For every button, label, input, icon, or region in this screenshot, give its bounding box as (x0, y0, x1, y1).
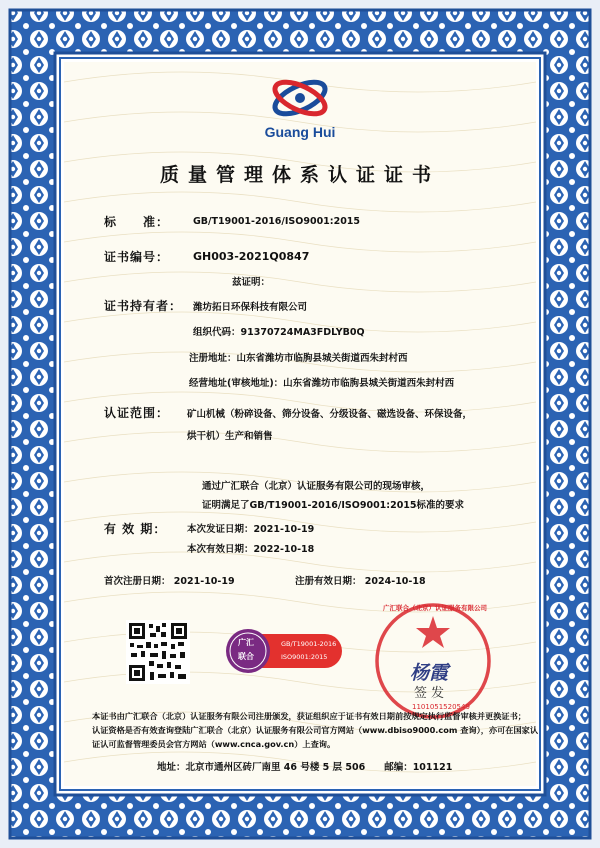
footer-line-2: 认证资格是否有效查询登陆广汇联合（北京）认证服务有限公司官方网站（www.dbiso9000.com 查询），亦可在国家认 (92, 725, 539, 735)
badge-line-2: ISO9001:2015 (281, 653, 328, 661)
standard-label: 标 准： (104, 215, 170, 229)
brand-name: Guang Hui (264, 124, 336, 140)
footer-line-1: 本证书由广汇联合（北京）认证服务有限公司注册颁发，获证组织应于证书有效日期前按规定执行监督审核并更换证书； (92, 711, 526, 721)
statement-line-1: 通过广汇联合（北京）认证服务有限公司的现场审核， (202, 481, 431, 492)
badge-line-1: GB/T19001-2016 (281, 640, 337, 648)
registered-address: 注册地址：山东省潍坊市临朐县城关街道西朱封村西 (189, 353, 408, 364)
first-registration-date: 首次注册日期： 2021-10-19 (104, 576, 235, 587)
signature: 杨霞 (410, 662, 449, 684)
seal-serial: 1101051520549 (412, 703, 470, 711)
cert-number-value: GH003-2021Q0847 (193, 250, 310, 263)
issue-date: 本次发证日期：2021-10-19 (187, 524, 315, 535)
holder-label: 证书持有者： (104, 299, 183, 313)
validity-label: 有 效 期： (104, 522, 167, 536)
scope-line-1: 矿山机械（粉碎设备、筛分设备、分级设备、磁选设备、环保设备， (187, 409, 473, 420)
guanghui-logo-icon (268, 72, 332, 124)
operating-address: 经营地址(审核地址)：山东省潍坊市临朐县城关街道西朱封村西 (189, 378, 455, 389)
badge-left-bottom: 联合 (238, 652, 254, 661)
cert-number-label: 证书编号： (104, 250, 170, 264)
org-code: 组织代码：91370724MA3FDLYB0Q (193, 327, 365, 338)
certify-text: 兹证明： (232, 277, 271, 288)
scope-label: 认证范围： (104, 406, 170, 420)
qr-code (126, 620, 190, 684)
standard-value: GB/T19001-2016/ISO9001:2015 (193, 216, 361, 227)
footer-address: 地址：北京市通州区砖厂南里 46 号楼 5 层 506 邮编：101121 (157, 762, 453, 773)
expiry-date: 本次有效日期：2022-10-18 (187, 544, 315, 555)
certificate-title: 质量管理体系认证证书 (159, 164, 440, 186)
footer-line-3: 证认可监督管理委员会官方网站（www.cnca.gov.cn）上查询。 (92, 739, 336, 749)
accreditation-badge (224, 622, 344, 678)
sign-label: 签发 (414, 686, 449, 701)
holder-name: 潍坊拓日环保科技有限公司 (193, 302, 308, 313)
statement-line-2: 证明满足了GB/T19001-2016/ISO9001:2015标准的要求 (202, 500, 465, 511)
registration-expiry-date: 注册有效日期： 2024-10-18 (295, 576, 426, 587)
scope-line-2: 烘干机）生产和销售 (187, 431, 273, 442)
seal-arc-text: 广汇联合（北京）认证服务有限公司 (383, 604, 487, 612)
badge-left-top: 广汇 (238, 638, 254, 647)
